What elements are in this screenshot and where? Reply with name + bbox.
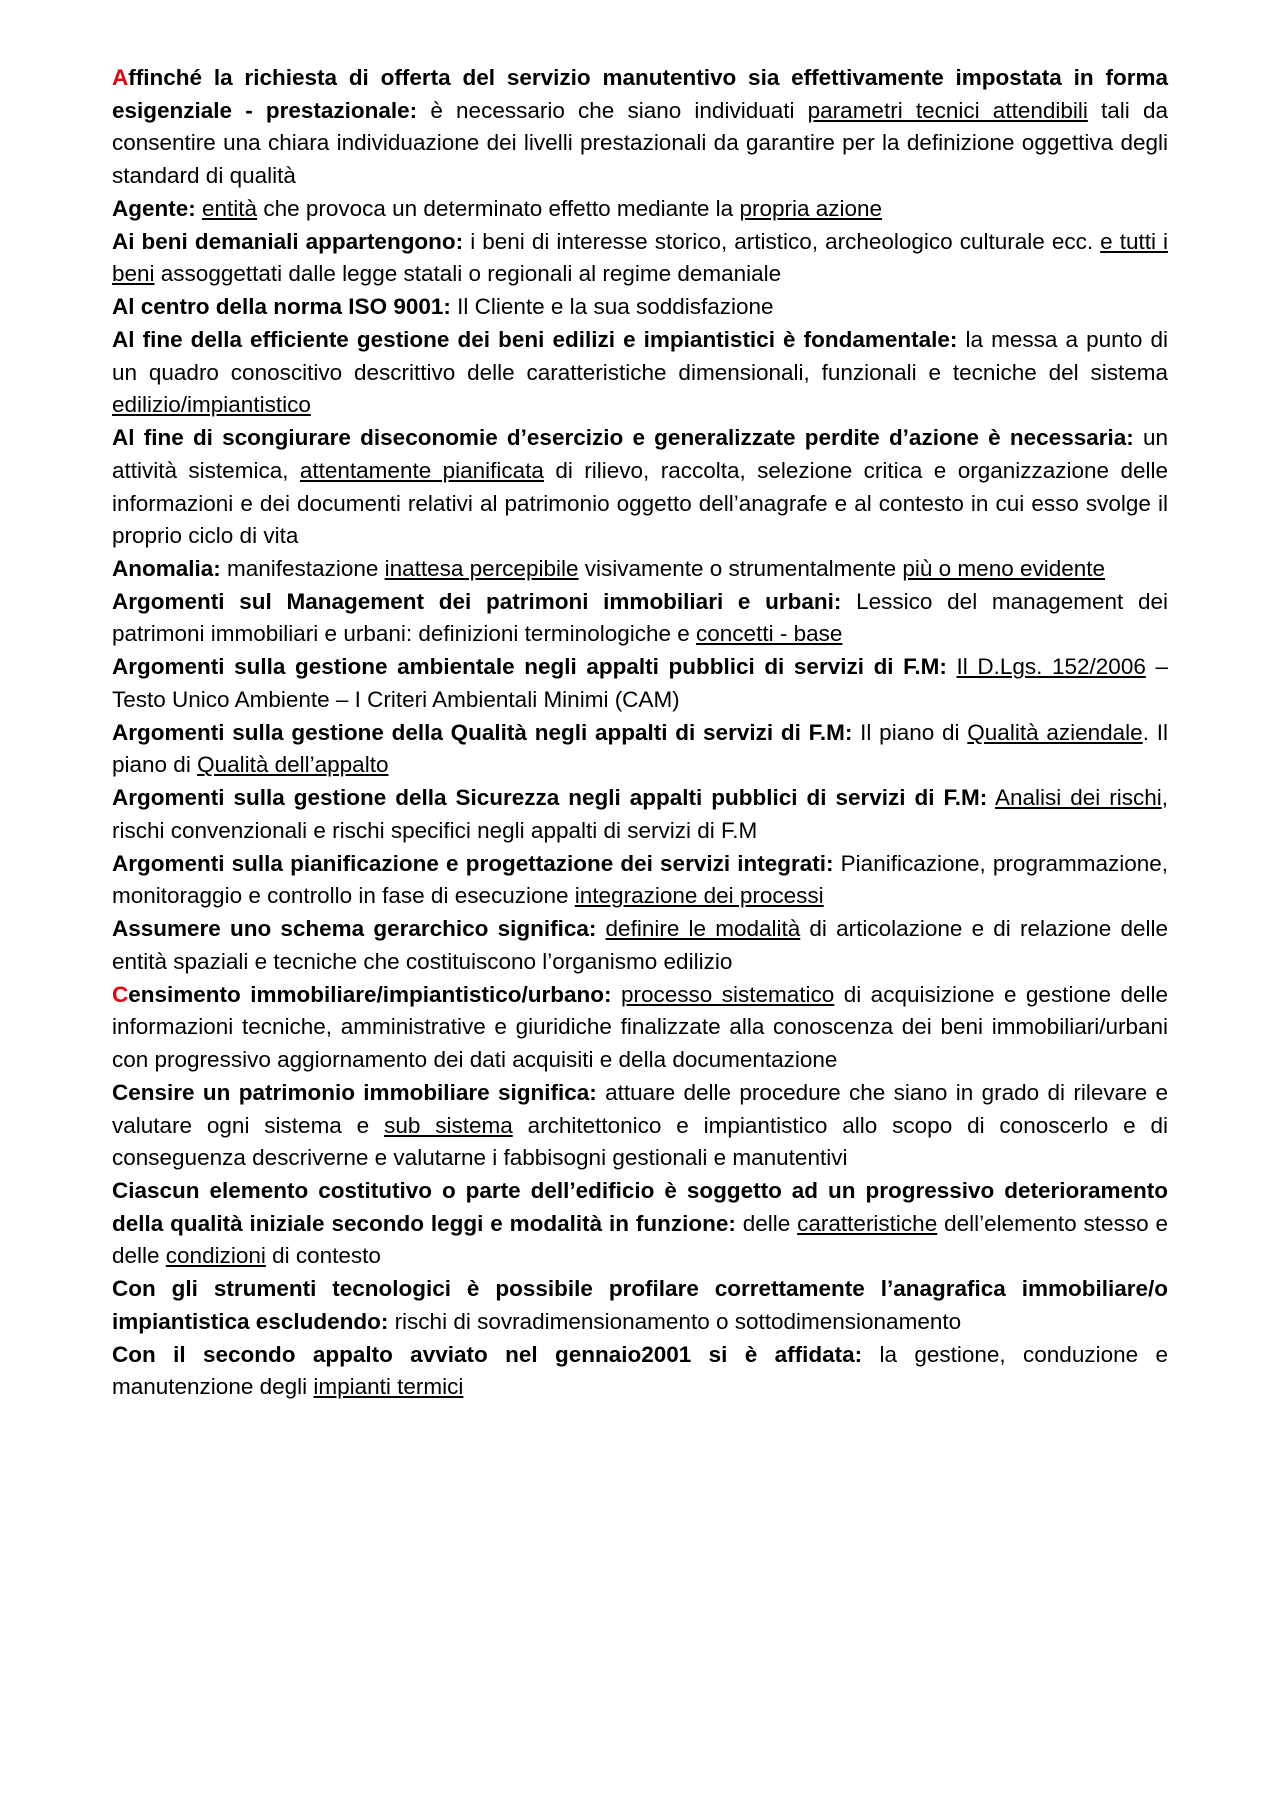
entry-definition-highlight: integrazione dei processi	[574, 883, 824, 909]
glossary-entry	[112, 1273, 1168, 1338]
glossary-entry	[112, 226, 1168, 291]
entry-definition-text: architettonico e impiantistico allo scopo di conoscerlo e di conseguenza descriverne e valutarne i fabbisogni gestionali e manutentivi	[112, 1112, 1168, 1171]
entry-definition-text: assoggettati dalle legge statali o regionali al regime demaniale	[154, 261, 782, 287]
entry-initial-letter: C	[112, 981, 129, 1007]
entry-term: Anomalia:	[112, 556, 221, 582]
glossary-entry	[112, 717, 1168, 782]
entry-term: Argomenti sulla pianificazione e progettazione dei servizi integrati:	[112, 850, 834, 876]
entry-definition-highlight: Qualità dell’appalto	[197, 752, 389, 778]
entry-definition-highlight: entità	[202, 195, 258, 221]
glossary-entry	[112, 979, 1168, 1077]
glossary-entry	[112, 422, 1168, 553]
entry-definition-highlight: definire le modalità	[605, 916, 801, 942]
glossary-entry	[112, 848, 1168, 913]
entry-definition-highlight: e tutti i beni	[112, 228, 1169, 287]
entry-definition-text	[947, 654, 957, 679]
entry-definition-text: Pianificazione, programmazione, monitoraggio e controllo in fase di esecuzione	[112, 850, 1169, 909]
entry-definition-highlight: Il D.Lgs. 152/2006	[956, 654, 1146, 680]
entry-term: Con gli strumenti tecnologici è possibile profilare correttamente l’anagrafica immobiliare/o impiantistica escludendo:	[112, 1276, 1168, 1334]
glossary-entry-list	[112, 62, 1168, 1404]
entry-initial-letter: A	[112, 65, 129, 90]
entry-definition-text: – Testo Unico Ambiente – I Criteri Ambientali Minimi (CAM)	[112, 654, 1168, 712]
entry-definition-text: Il Cliente e la sua soddisfazione	[450, 294, 774, 320]
entry-definition-text: Il piano di	[852, 719, 968, 745]
glossary-entry	[112, 193, 1168, 226]
entry-definition-highlight: concetti - base	[696, 621, 843, 647]
entry-definition-text: attuare delle procedure che siano in grado di rilevare e valutare ogni sistema e	[112, 1079, 1168, 1138]
entry-term: Agente:	[112, 195, 196, 221]
entry-definition-text: che provoca un determinato effetto mediante la	[257, 195, 740, 221]
entry-definition-text: di contesto	[265, 1243, 381, 1269]
glossary-entry	[112, 553, 1168, 586]
entry-definition-text	[612, 982, 621, 1007]
entry-definition-highlight: processo sistematico	[620, 981, 835, 1007]
entry-definition-text: visivamente o strumentalmente	[578, 556, 903, 582]
entry-definition-text: di articolazione e di relazione delle entità spaziali e tecniche che costituiscono l’organismo edilizio	[112, 916, 1168, 974]
entry-definition-text: Lessico del management dei patrimoni immobiliari e urbani: definizioni terminologiche e	[112, 588, 1168, 647]
entry-definition-text: i beni di interesse storico, artistico, archeologico culturale ecc.	[463, 228, 1101, 254]
entry-definition-highlight: sub sistema	[384, 1112, 513, 1138]
entry-definition-highlight: inattesa percepibile	[384, 556, 579, 582]
entry-term: Argomenti sulla gestione della Sicurezza negli appalti pubblici di servizi di F.M:	[112, 785, 988, 811]
entry-definition-text: delle	[735, 1210, 798, 1236]
entry-definition-highlight: Qualità aziendale	[967, 719, 1143, 745]
glossary-entry	[112, 1339, 1168, 1404]
entry-definition-text: manifestazione	[220, 556, 385, 582]
entry-definition-highlight: parametri tecnici attendibili	[807, 97, 1088, 123]
entry-definition-text: la messa a punto di un quadro conoscitivo descrittivo delle caratteristiche dimensionali, funzionali e tecniche del sistema	[112, 326, 1168, 385]
glossary-entry	[112, 62, 1168, 193]
entry-definition-highlight: caratteristiche	[797, 1210, 938, 1236]
entry-definition-text: dell’elemento stesso e delle	[112, 1210, 1168, 1269]
entry-definition-text: la gestione, conduzione e manutenzione degli	[112, 1341, 1168, 1400]
entry-definition-text: rischi di sovradimensionamento o sottodimensionamento	[388, 1308, 962, 1334]
entry-definition-highlight: Analisi dei rischi	[994, 785, 1162, 811]
entry-definition-highlight: edilizio/impiantistico	[112, 392, 311, 418]
glossary-entry	[112, 913, 1168, 978]
entry-term: ensimento immobiliare/impiantistico/urbano:	[128, 981, 612, 1007]
entry-term: Con il secondo appalto avviato nel gennaio2001 si è affidata:	[112, 1341, 863, 1367]
entry-term: Censire un patrimonio immobiliare significa:	[112, 1079, 597, 1105]
entry-term: ffinché la richiesta di offerta del servizio manutentivo sia effettivamente impostata in forma esigenziale - prestazionale:	[112, 65, 1168, 123]
entry-definition-text: di rilievo, raccolta, selezione critica e organizzazione delle informazioni e dei documenti relativi al patrimonio oggetto dell’anagrafe e al contesto in cui esso svolge il proprio ciclo di vita	[112, 457, 1168, 549]
entry-term: Al fine della efficiente gestione dei beni edilizi e impiantistici è fondamentale:	[112, 326, 958, 352]
entry-definition-text: . Il piano di	[112, 719, 1168, 778]
entry-term: Argomenti sulla gestione della Qualità negli appalti di servizi di F.M:	[112, 719, 853, 745]
entry-term: Ciascun elemento costitutivo o parte dell’edificio è soggetto ad un progressivo deterioramento della qualità iniziale secondo leggi e modalità in funzione:	[112, 1177, 1168, 1236]
entry-definition-highlight: impianti termici	[313, 1374, 464, 1400]
entry-definition-text: , rischi convenzionali e rischi specifici negli appalti di servizi di F.M	[112, 785, 1169, 843]
entry-definition-text	[596, 916, 605, 941]
entry-definition-highlight: più o meno evidente	[902, 556, 1106, 582]
glossary-entry	[112, 324, 1168, 422]
entry-term: Assumere uno schema gerarchico significa:	[112, 916, 597, 942]
entry-term: Al centro della norma ISO 9001:	[112, 294, 451, 320]
glossary-entry	[112, 586, 1168, 651]
glossary-entry	[112, 1077, 1168, 1175]
entry-definition-highlight: propria azione	[739, 195, 883, 221]
glossary-entry	[112, 651, 1168, 716]
entry-term: Ai beni demaniali appartengono:	[112, 228, 464, 254]
glossary-entry	[112, 1175, 1168, 1273]
entry-definition-text: tali da consentire una chiara individuazione dei livelli prestazionali da garantire per la definizione oggettiva degli standard di qualità	[112, 97, 1168, 189]
entry-definition-text: di acquisizione e gestione delle informazioni tecniche, amministrative e giuridiche finalizzate alla conoscenza dei beni immobiliari/urbani con progressivo aggiornamento dei dati acquisiti e della documentazione	[112, 981, 1168, 1073]
entry-definition-highlight: condizioni	[165, 1243, 266, 1269]
entry-term: Argomenti sul Management dei patrimoni immobiliari e urbani:	[112, 588, 842, 614]
entry-term: Al fine di scongiurare diseconomie d’esercizio e generalizzate perdite d’azione è necessaria:	[112, 425, 1134, 451]
entry-definition-text: un attività sistemica,	[112, 425, 1168, 483]
entry-definition-text: è necessario che siano individuati	[417, 97, 808, 123]
glossary-entry	[112, 291, 1168, 324]
entry-definition-highlight: attentamente pianificata	[299, 457, 544, 483]
glossary-entry	[112, 782, 1168, 847]
entry-definition-text	[987, 785, 995, 810]
entry-term: Argomenti sulla gestione ambientale negli appalti pubblici di servizi di F.M:	[112, 654, 947, 680]
